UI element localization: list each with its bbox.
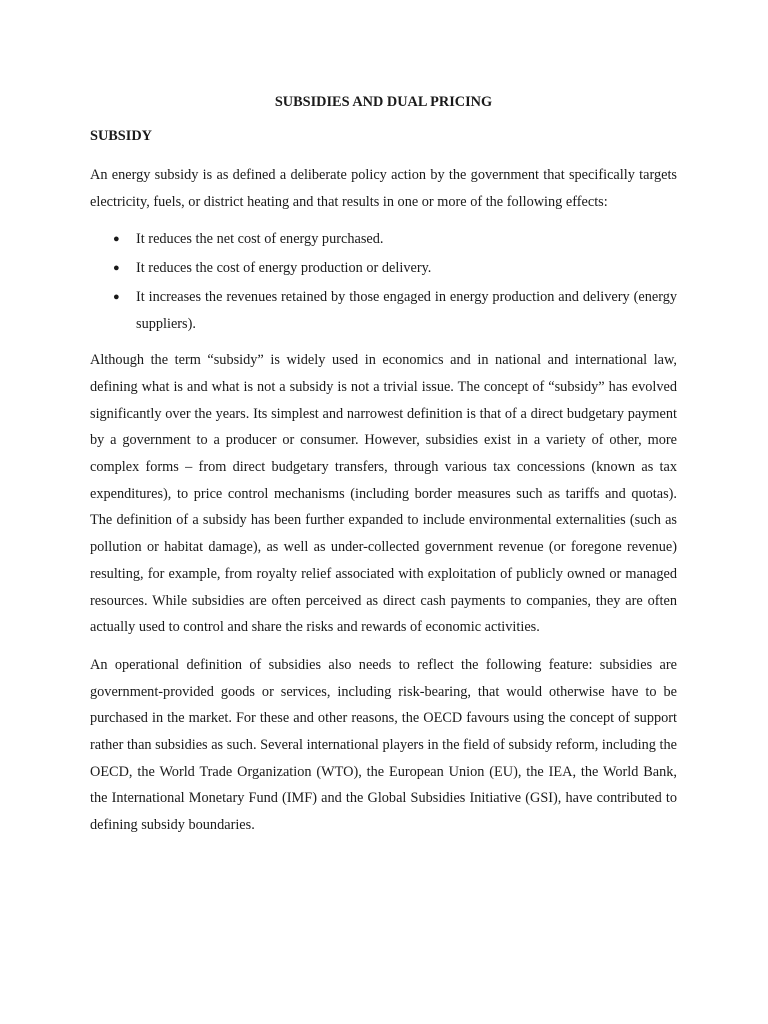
document-page [90,92,677,850]
document-title: SUBSIDIES AND DUAL PRICING [274,94,493,110]
list-item-text: It reduces the net cost of energy purchased. [136,231,384,248]
effects-list [90,226,677,337]
definition-paragraph: Although the term “subsidy” is widely used in economics and in national and international law, defining what is and what is not a subsidy is not a trivial issue. The concept of “subsidy” has evolved significantly over the years. Its simplest and narrowest definition is that of a direct budgetary payment by a government to a producer or consumer. However, subsidies exist in a variety of other, more complex forms – from direct budgetary transfers, through various tax concessions (known as tax expenditures), to price control mechanisms (including border measures such as tariffs and quotas). The definition of a subsidy has been further expanded to include environmental externalities (such as pollution or habitat damage), as well as under-collected government revenue (or foregone revenue) resulting, for example, from royalty relief associated with exploitation of publicly owned or managed resources. While subsidies are often perceived as direct cash payments to companies, they are often actually used to control and share the risks and rewards of economic activities. [90,352,677,636]
bullet-icon: ● [113,233,120,246]
list-item [90,255,677,282]
list-item [90,284,677,337]
section-heading: SUBSIDY [90,128,152,144]
list-item-text: It increases the revenues retained by those engaged in energy production and delivery (energy suppliers). [136,288,677,332]
bullet-icon: ● [113,262,120,275]
list-item-text: It reduces the cost of energy production or delivery. [136,260,432,277]
list-item [90,226,677,253]
bullet-icon: ● [113,290,120,303]
operational-definition-paragraph: An operational definition of subsidies also needs to reflect the following feature: subsidies are government-provided goods or services, including risk-bearing, that would otherwise have to be purchased in the market. For these and other reasons, the OECD favours using the concept of support rather than subsidies as such. Several international players in the field of subsidy reform, including the OECD, the World Trade Organization (WTO), the European Union (EU), the IEA, the World Bank, the International Monetary Fund (IMF) and the Global Subsidies Initiative (GSI), have contributed to defining subsidy boundaries. [90,656,677,834]
intro-paragraph: An energy subsidy is as defined a deliberate policy action by the government that specifically targets electricity, fuels, or district heating and that results in one or more of the following effects: [90,167,677,210]
